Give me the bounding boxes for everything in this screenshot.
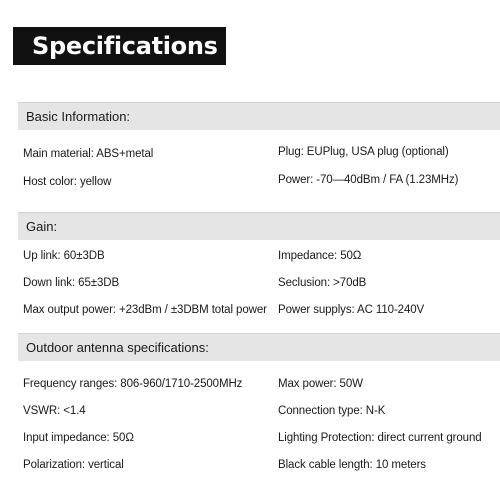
spec-lighting-protection: Lighting Protection: direct current ground (278, 432, 482, 444)
spec-host-color: Host color: yellow (23, 176, 112, 188)
spec-impedance: Impedance: 50Ω (278, 250, 362, 262)
spec-frequency-ranges: Frequency ranges: 806-960/1710-2500MHz (23, 378, 243, 390)
spec-seclusion: Seclusion: >70dB (278, 277, 367, 289)
spec-polarization: Polarization: vertical (23, 459, 124, 471)
spec-max-output-power: Max output power: +23dBm / ±3DBM total power (23, 304, 267, 316)
spec-main-material: Main material: ABS+metal (23, 148, 154, 160)
spec-black-cable-length: Black cable length: 10 meters (278, 459, 426, 471)
section-header-outdoor-antenna: Outdoor antenna specifications: (18, 333, 500, 361)
spec-down-link: Down link: 65±3DB (23, 277, 120, 289)
spec-power-supplys: Power supplys: AC 110-240V (278, 304, 425, 316)
spec-up-link: Up link: 60±3DB (23, 250, 105, 262)
section-header-gain: Gain: (18, 212, 500, 240)
page-title: Specifications (13, 27, 226, 65)
spec-power: Power: -70—40dBm / FA (1.23MHz) (278, 174, 459, 186)
spec-vswr: VSWR: <1.4 (23, 405, 86, 417)
spec-connection-type: Connection type: N-K (278, 405, 386, 417)
spec-input-impedance: Input impedance: 50Ω (23, 432, 134, 444)
section-header-basic-information: Basic Information: (18, 102, 500, 130)
spec-max-power: Max power: 50W (278, 378, 363, 390)
spec-plug: Plug: EUPlug, USA plug (optional) (278, 146, 449, 158)
